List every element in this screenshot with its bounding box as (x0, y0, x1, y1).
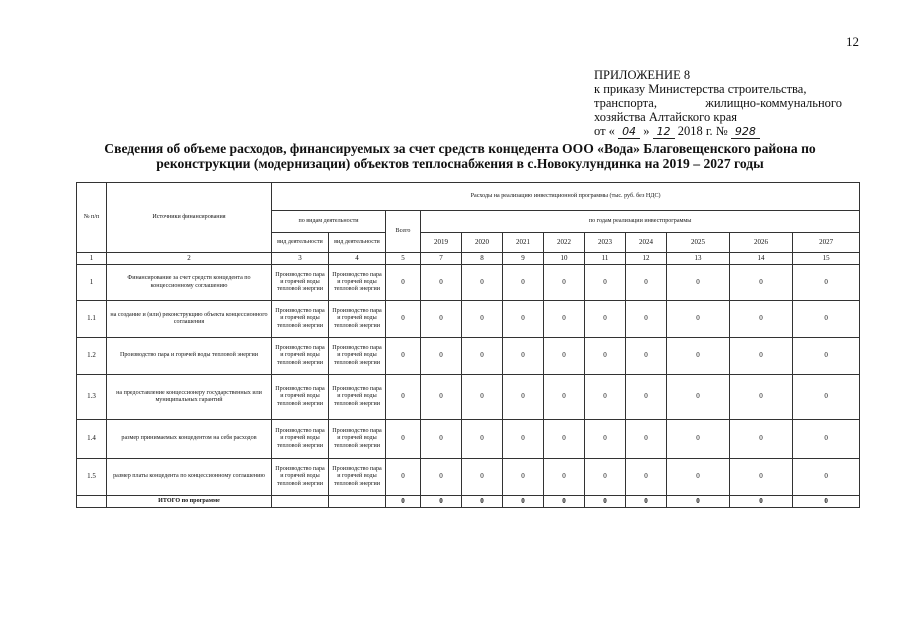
row-value: 0 (544, 338, 585, 375)
total-value: 0 (626, 496, 667, 508)
row-source: размер принимаемых концедентом на себя расходов (107, 420, 272, 459)
table-row (77, 265, 860, 301)
row-value: 0 (585, 301, 626, 338)
table-row (77, 459, 860, 496)
row-activity-1: Производство пара и горячей воды тепловой энергии (272, 375, 329, 420)
total-label: ИТОГО по программе (107, 496, 272, 508)
date-day: 04 (618, 125, 640, 139)
row-activity-2: Производство пара и горячей воды тепловой энергии (329, 375, 386, 420)
row-number: 1.1 (77, 301, 107, 338)
row-value: 0 (544, 375, 585, 420)
row-value: 0 (544, 301, 585, 338)
year-header: 2026 (730, 233, 793, 253)
row-source: Финансирование за счет средств концедента по концессионному соглашению (107, 265, 272, 301)
row-number: 1.3 (77, 375, 107, 420)
column-number: 5 (386, 253, 421, 265)
column-number: 1 (77, 253, 107, 265)
row-value: 0 (793, 459, 860, 496)
row-value: 0 (626, 265, 667, 301)
appendix-line-1: к приказу Министерства строительства, (594, 82, 807, 96)
row-activity-1: Производство пара и горячей воды тепловой энергии (272, 420, 329, 459)
row-number: 1.2 (77, 338, 107, 375)
row-value: 0 (730, 420, 793, 459)
total-value: 0 (462, 496, 503, 508)
row-value: 0 (421, 265, 462, 301)
row-value: 0 (793, 338, 860, 375)
total-value: 0 (503, 496, 544, 508)
row-value: 0 (730, 338, 793, 375)
row-value: 0 (585, 375, 626, 420)
row-activity-1: Производство пара и горячей воды тепловой энергии (272, 301, 329, 338)
appendix-line-3: хозяйства Алтайского края (594, 110, 737, 124)
row-value: 0 (585, 338, 626, 375)
row-value: 0 (462, 338, 503, 375)
row-value: 0 (503, 459, 544, 496)
appendix-title: ПРИЛОЖЕНИЕ 8 (594, 68, 691, 82)
column-number: 14 (730, 253, 793, 265)
page-number: 12 (846, 34, 859, 49)
header-total: Всего (386, 211, 421, 253)
row-value: 0 (667, 265, 730, 301)
row-value: 0 (793, 301, 860, 338)
table-row (77, 375, 860, 420)
row-value: 0 (793, 375, 860, 420)
row-value: 0 (667, 375, 730, 420)
year-header: 2024 (626, 233, 667, 253)
row-value: 0 (503, 420, 544, 459)
total-row (77, 496, 860, 508)
row-value: 0 (462, 301, 503, 338)
total-value: 0 (585, 496, 626, 508)
row-activity-2: Производство пара и горячей воды тепловой энергии (329, 301, 386, 338)
row-value: 0 (462, 420, 503, 459)
date-prefix: от « (594, 124, 615, 138)
row-activity-1: Производство пара и горячей воды тепловой энергии (272, 265, 329, 301)
appendix-line-2-word-2: жилищно-коммунального (705, 96, 842, 110)
row-total: 0 (386, 459, 421, 496)
row-activity-1: Производство пара и горячей воды тепловой энергии (272, 338, 329, 375)
row-activity-2: Производство пара и горячей воды тепловой энергии (329, 265, 386, 301)
row-value: 0 (421, 301, 462, 338)
row-value: 0 (730, 459, 793, 496)
date-month: 12 (653, 125, 675, 139)
column-number: 10 (544, 253, 585, 265)
row-value: 0 (667, 420, 730, 459)
row-value: 0 (503, 301, 544, 338)
row-value: 0 (626, 420, 667, 459)
total-value: 0 (544, 496, 585, 508)
row-value: 0 (462, 459, 503, 496)
date-number: 928 (731, 125, 760, 139)
row-value: 0 (626, 459, 667, 496)
row-total: 0 (386, 265, 421, 301)
row-value: 0 (730, 301, 793, 338)
column-number: 8 (462, 253, 503, 265)
row-value: 0 (667, 338, 730, 375)
row-number: 1 (77, 265, 107, 301)
total-sum: 0 (386, 496, 421, 508)
appendix-block (594, 68, 842, 139)
table-row (77, 338, 860, 375)
column-number: 3 (272, 253, 329, 265)
column-number: 12 (626, 253, 667, 265)
row-source: Производство пара и горячей воды тепловой энергии (107, 338, 272, 375)
row-value: 0 (730, 375, 793, 420)
row-value: 0 (585, 420, 626, 459)
row-total: 0 (386, 338, 421, 375)
row-value: 0 (462, 265, 503, 301)
row-value: 0 (421, 459, 462, 496)
row-value: 0 (421, 375, 462, 420)
row-value: 0 (626, 375, 667, 420)
row-total: 0 (386, 420, 421, 459)
year-header: 2023 (585, 233, 626, 253)
date-mid: » (643, 124, 650, 138)
row-number: 1.4 (77, 420, 107, 459)
total-value: 0 (421, 496, 462, 508)
header-activity-type-1: вид деятельности (272, 233, 329, 253)
total-value: 0 (667, 496, 730, 508)
table-row (77, 301, 860, 338)
total-value: 0 (730, 496, 793, 508)
year-header: 2027 (793, 233, 860, 253)
row-total: 0 (386, 301, 421, 338)
row-activity-2: Производство пара и горячей воды тепловой энергии (329, 420, 386, 459)
row-value: 0 (503, 375, 544, 420)
row-value: 0 (793, 420, 860, 459)
row-value: 0 (667, 459, 730, 496)
row-activity-2: Производство пара и горячей воды тепловой энергии (329, 459, 386, 496)
appendix-line-2-word-1: транспорта, (594, 96, 657, 110)
header-activity-type-2: вид деятельности (329, 233, 386, 253)
column-number: 7 (421, 253, 462, 265)
year-header: 2020 (462, 233, 503, 253)
total-empty-cell (329, 496, 386, 508)
header-num: № п/п (77, 183, 107, 253)
row-value: 0 (462, 375, 503, 420)
row-value: 0 (626, 301, 667, 338)
row-value: 0 (626, 338, 667, 375)
column-number: 11 (585, 253, 626, 265)
row-number: 1.5 (77, 459, 107, 496)
row-value: 0 (503, 338, 544, 375)
total-empty-cell (272, 496, 329, 508)
row-value: 0 (730, 265, 793, 301)
row-source: на предоставление концессионеру государственных или муниципальных гарантий (107, 375, 272, 420)
row-activity-2: Производство пара и горячей воды тепловой энергии (329, 338, 386, 375)
expenses-table (76, 182, 860, 508)
header-expenses: Расходы на реализацию инвестиционной программы (тыс. руб. без НДС) (272, 183, 860, 211)
row-source: размер платы концедента по концессионному соглашению (107, 459, 272, 496)
year-header: 2022 (544, 233, 585, 253)
year-header: 2025 (667, 233, 730, 253)
row-total: 0 (386, 375, 421, 420)
row-value: 0 (585, 265, 626, 301)
row-value: 0 (544, 265, 585, 301)
header-source: Источники финансирования (107, 183, 272, 253)
header-by-year: по годам реализации инвестпрограммы (421, 211, 860, 233)
column-number: 15 (793, 253, 860, 265)
row-value: 0 (421, 420, 462, 459)
row-activity-1: Производство пара и горячей воды тепловой энергии (272, 459, 329, 496)
row-value: 0 (544, 420, 585, 459)
row-value: 0 (503, 265, 544, 301)
year-header: 2019 (421, 233, 462, 253)
year-header: 2021 (503, 233, 544, 253)
header-by-activity: по видам деятельности (272, 211, 386, 233)
row-source: на создание и (или) реконструкцию объекта концессионного соглашения (107, 301, 272, 338)
row-value: 0 (793, 265, 860, 301)
row-value: 0 (544, 459, 585, 496)
column-number: 9 (503, 253, 544, 265)
appendix-date-line (594, 124, 842, 139)
date-year: 2018 г. № (677, 124, 728, 138)
table-row (77, 420, 860, 459)
row-value: 0 (585, 459, 626, 496)
row-value: 0 (421, 338, 462, 375)
document-title: Сведения об объеме расходов, финансируемых за счет средств концедента ООО «Вода» Благовещенского района по реконструкции (модернизации) объектов теплоснабжения в с.Новокулундинка на 2019 – 2027 годы (104, 141, 816, 171)
column-number: 4 (329, 253, 386, 265)
appendix-line-2 (594, 96, 842, 110)
total-value: 0 (793, 496, 860, 508)
row-value: 0 (667, 301, 730, 338)
total-empty-cell (77, 496, 107, 508)
column-number: 2 (107, 253, 272, 265)
column-number: 13 (667, 253, 730, 265)
